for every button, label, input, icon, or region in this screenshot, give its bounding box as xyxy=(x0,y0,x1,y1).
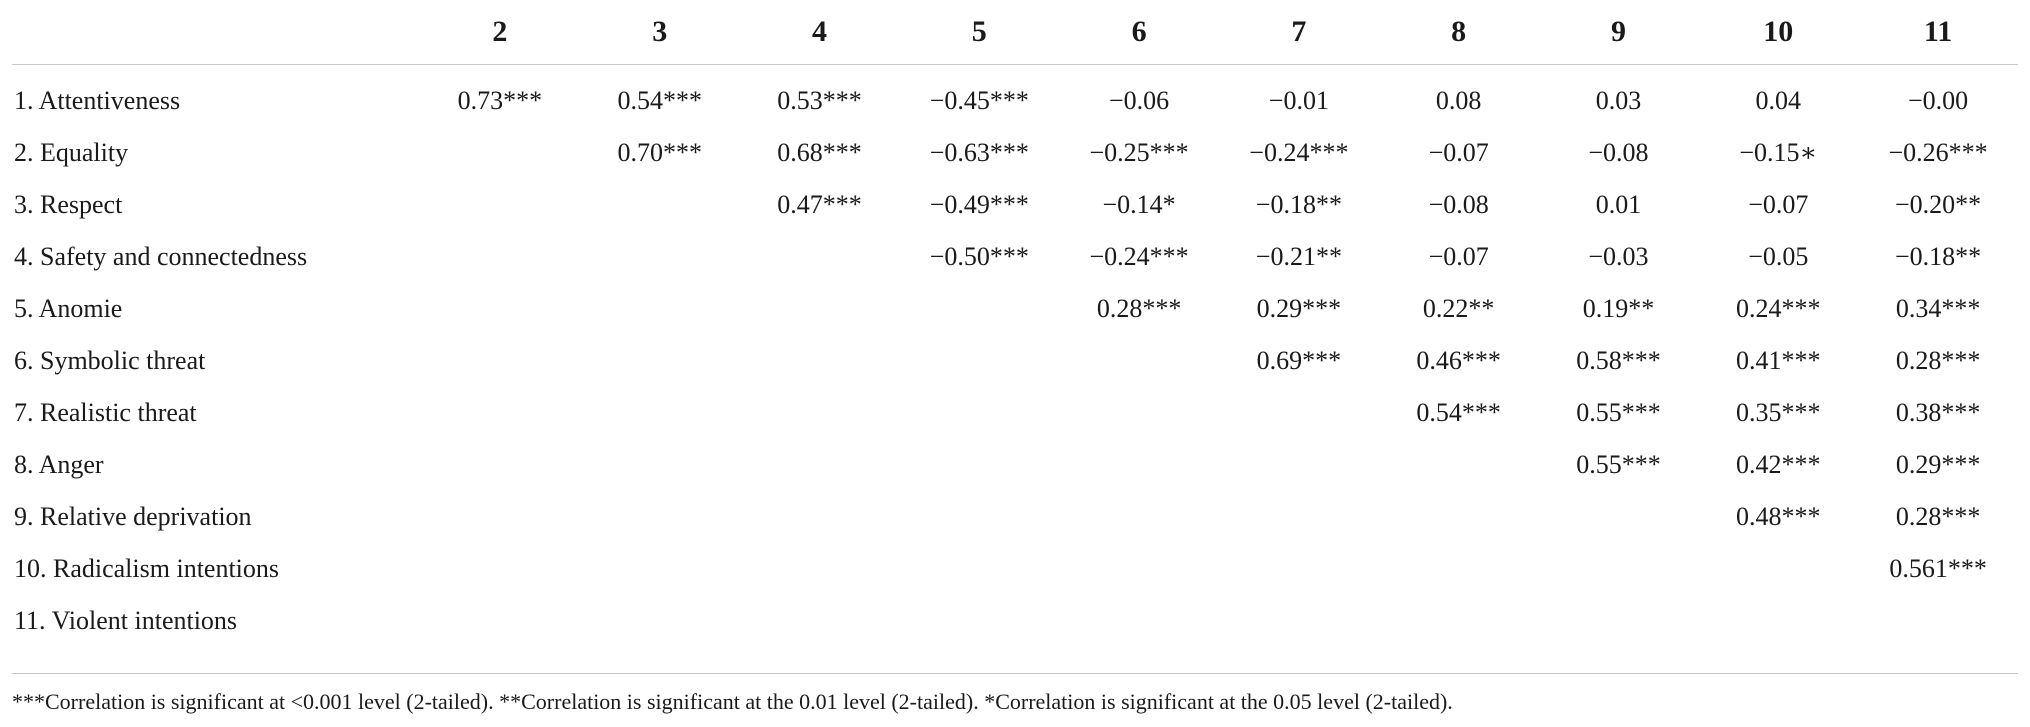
table-cell: −0.20** xyxy=(1895,190,1982,219)
table-cell xyxy=(580,283,740,335)
table-cell: −0.25*** xyxy=(1089,138,1189,167)
correlation-table xyxy=(12,0,2018,647)
table-cell xyxy=(580,491,740,543)
table-cell xyxy=(1059,439,1219,491)
table-cell xyxy=(740,387,900,439)
table-cell: 0.42*** xyxy=(1736,450,1821,479)
table-cell: −0.07 xyxy=(1428,242,1489,271)
footnote: ***Correlation is significant at <0.001 level (2-tailed). **Correlation is significant at the 0.01 level (2-tailed). *Correlation is significant at the 0.05 level (2-tailed). xyxy=(12,689,1453,714)
table-cell xyxy=(1539,595,1699,647)
row-label: 9. Relative deprivation xyxy=(14,502,252,531)
row-label: 8. Anger xyxy=(14,450,104,479)
table-cell: 0.22** xyxy=(1422,294,1495,323)
table-cell: 0.38*** xyxy=(1895,398,1981,427)
table-cell: 0.41*** xyxy=(1736,346,1821,375)
table-cell xyxy=(1698,595,1858,647)
table-cell: 0.08 xyxy=(1435,86,1482,115)
table-cell: 0.70*** xyxy=(617,138,702,167)
table-cell: 0.55*** xyxy=(1576,398,1661,427)
table-row xyxy=(12,65,2018,128)
table-cell: −0.24*** xyxy=(1089,242,1189,271)
table-cell xyxy=(740,439,900,491)
table-cell xyxy=(899,439,1059,491)
table-cell: −0.08 xyxy=(1588,138,1649,167)
table-cell xyxy=(580,179,740,231)
table-cell: 0.68*** xyxy=(777,138,862,167)
row-label: 11. Violent intentions xyxy=(14,606,238,635)
table-cell: −0.00 xyxy=(1908,86,1969,115)
table-cell xyxy=(580,595,740,647)
table-cell xyxy=(740,231,900,283)
table-cell xyxy=(740,543,900,595)
table-cell xyxy=(1219,491,1379,543)
column-header: 4 xyxy=(740,0,900,65)
table-cell: 0.561*** xyxy=(1889,554,1987,583)
table-cell: −0.08 xyxy=(1428,190,1489,219)
table-cell xyxy=(899,335,1059,387)
table-cell xyxy=(1379,595,1539,647)
table-cell xyxy=(899,283,1059,335)
table-row xyxy=(12,179,2018,231)
table-cell xyxy=(580,543,740,595)
table-cell: −0.15∗ xyxy=(1739,138,1818,167)
table-cell: 0.54*** xyxy=(617,86,702,115)
table-cell xyxy=(420,231,580,283)
table-cell xyxy=(1219,543,1379,595)
table-cell: −0.05 xyxy=(1748,242,1809,271)
column-header: 2 xyxy=(420,0,580,65)
table-cell: 0.28*** xyxy=(1096,294,1182,323)
table-cell: 0.35*** xyxy=(1736,398,1821,427)
table-cell xyxy=(580,387,740,439)
table-cell xyxy=(580,439,740,491)
table-cell: −0.21** xyxy=(1255,242,1342,271)
table-cell xyxy=(1219,439,1379,491)
row-label: 3. Respect xyxy=(14,190,123,219)
table-cell xyxy=(420,439,580,491)
table-cell: −0.50*** xyxy=(929,242,1029,271)
table-cell xyxy=(899,491,1059,543)
table-row xyxy=(12,231,2018,283)
table-cell xyxy=(899,543,1059,595)
table-cell xyxy=(1379,491,1539,543)
table-cell: −0.18** xyxy=(1255,190,1342,219)
table-cell: −0.06 xyxy=(1109,86,1170,115)
table-row xyxy=(12,127,2018,179)
table-cell xyxy=(1698,543,1858,595)
table-cell xyxy=(1059,491,1219,543)
column-header: 7 xyxy=(1219,0,1379,65)
table-cell: 0.24*** xyxy=(1736,294,1821,323)
table-cell xyxy=(740,595,900,647)
table-cell: 0.58*** xyxy=(1576,346,1661,375)
column-header: 6 xyxy=(1059,0,1219,65)
table-cell: 0.54*** xyxy=(1416,398,1501,427)
table-cell: 0.29*** xyxy=(1256,294,1342,323)
row-label: 10. Radicalism intentions xyxy=(14,554,280,583)
table-row xyxy=(12,543,2018,595)
table-cell xyxy=(1059,595,1219,647)
table-cell: −0.07 xyxy=(1428,138,1489,167)
table-cell: 0.28*** xyxy=(1895,502,1981,531)
table-cell: −0.07 xyxy=(1748,190,1809,219)
table-cell xyxy=(899,595,1059,647)
table-cell xyxy=(420,179,580,231)
column-header xyxy=(12,0,420,65)
table-cell xyxy=(420,543,580,595)
table-row xyxy=(12,491,2018,543)
column-header: 10 xyxy=(1698,0,1858,65)
table-cell: 0.04 xyxy=(1755,86,1802,115)
table-cell xyxy=(1059,543,1219,595)
column-header: 5 xyxy=(899,0,1059,65)
table-cell xyxy=(1539,491,1699,543)
table-row xyxy=(12,595,2018,647)
table-cell xyxy=(1858,595,2018,647)
table-cell: 0.69*** xyxy=(1256,346,1342,375)
table-cell xyxy=(420,283,580,335)
table-cell xyxy=(1219,387,1379,439)
table-cell: −0.14* xyxy=(1102,190,1176,219)
table-cell xyxy=(420,595,580,647)
table-cell: 0.28*** xyxy=(1895,346,1981,375)
table-cell xyxy=(1219,595,1379,647)
table-header-row xyxy=(12,0,2018,65)
column-header: 9 xyxy=(1539,0,1699,65)
table-cell xyxy=(1379,543,1539,595)
table-cell xyxy=(420,335,580,387)
table-cell xyxy=(420,491,580,543)
table-cell: −0.24*** xyxy=(1249,138,1349,167)
table-cell: −0.18** xyxy=(1895,242,1982,271)
table-cell: 0.47*** xyxy=(777,190,862,219)
row-label: 6. Symbolic threat xyxy=(14,346,206,375)
table-cell xyxy=(420,127,580,179)
table-cell xyxy=(1539,543,1699,595)
table-cell xyxy=(740,335,900,387)
table-cell xyxy=(1059,387,1219,439)
table-cell: −0.49*** xyxy=(929,190,1029,219)
table-cell: 0.01 xyxy=(1595,190,1642,219)
table-cell: 0.03 xyxy=(1595,86,1642,115)
table-cell xyxy=(580,335,740,387)
table-cell: −0.45*** xyxy=(929,86,1029,115)
row-label: 1. Attentiveness xyxy=(14,86,181,115)
row-label: 4. Safety and connectedness xyxy=(14,242,308,271)
table-cell: 0.48*** xyxy=(1736,502,1821,531)
table-row xyxy=(12,283,2018,335)
row-label: 5. Anomie xyxy=(14,294,123,323)
table-cell: 0.34*** xyxy=(1895,294,1981,323)
table-cell: 0.55*** xyxy=(1576,450,1661,479)
table-cell: 0.29*** xyxy=(1895,450,1981,479)
table-cell: −0.26*** xyxy=(1888,138,1988,167)
table-cell: −0.63*** xyxy=(929,138,1029,167)
table-cell xyxy=(1059,335,1219,387)
footnote-divider xyxy=(12,673,2018,674)
table-cell: −0.03 xyxy=(1588,242,1649,271)
table-row xyxy=(12,439,2018,491)
table-cell xyxy=(420,387,580,439)
table-cell: 0.46*** xyxy=(1416,346,1501,375)
table-cell: 0.53*** xyxy=(777,86,862,115)
column-header: 3 xyxy=(580,0,740,65)
table-cell: 0.73*** xyxy=(457,86,543,115)
table-cell xyxy=(1379,439,1539,491)
table-cell: 0.19** xyxy=(1582,294,1655,323)
row-label: 7. Realistic threat xyxy=(14,398,197,427)
table-cell xyxy=(580,231,740,283)
table-cell: −0.01 xyxy=(1268,86,1329,115)
column-header: 8 xyxy=(1379,0,1539,65)
row-label: 2. Equality xyxy=(14,138,129,167)
column-header: 11 xyxy=(1858,0,2018,65)
table-cell xyxy=(740,283,900,335)
table-cell xyxy=(899,387,1059,439)
table-row xyxy=(12,335,2018,387)
table-row xyxy=(12,387,2018,439)
table-cell xyxy=(740,491,900,543)
